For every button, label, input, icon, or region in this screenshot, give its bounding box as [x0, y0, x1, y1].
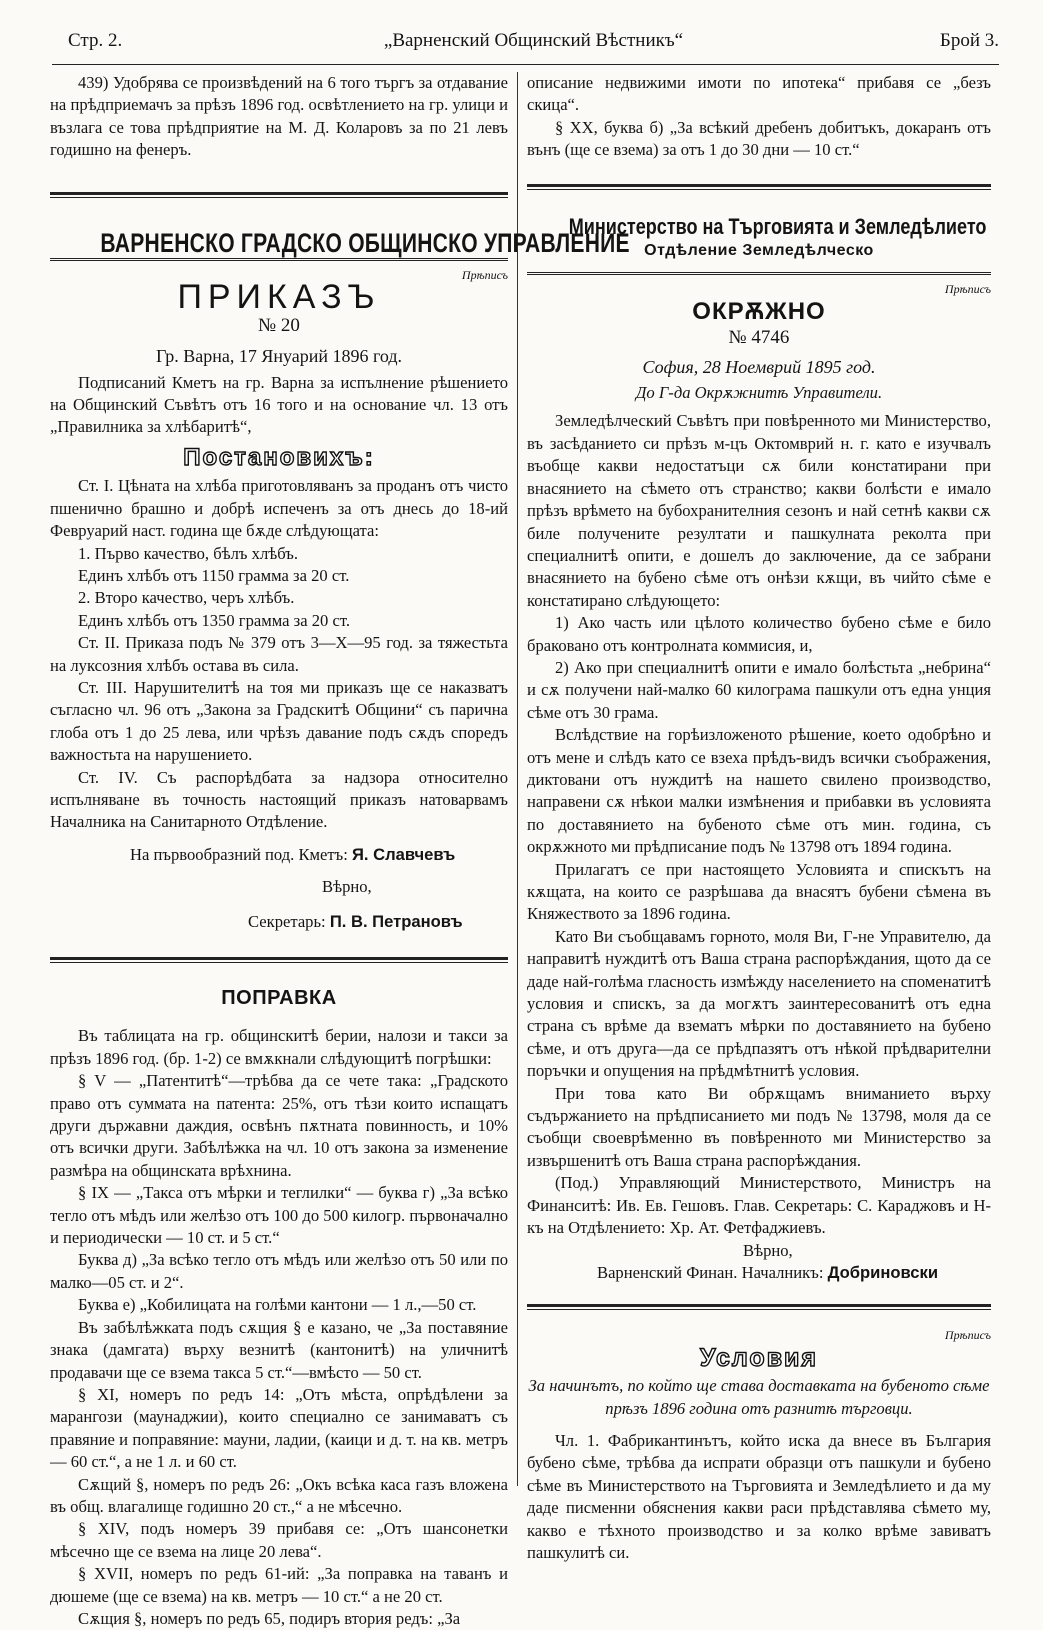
circular-para-2: 1) Ако часть или цѣлото количество бубено сѣме е било браковано отъ контролната коммисия, и,	[527, 613, 991, 655]
newspaper-title: „Варненский Общинский Вѣстникъ“	[383, 30, 684, 51]
continuation-2: § XX, буква б) „За всѣкий дребенъ добитъкъ, докаранъ отъ вънъ (ще се взема) за отъ 1 до 30 дни — 10 ст.“	[527, 117, 991, 160]
correction-note: Въ забѣлѣжката подъ сѫщия § е казано, че „За поставяние знака (дамгата) върху везнитѣ (кантонитѣ) на уличнитѣ продавачи ще се взема такса 5 ст.“—вмѣсто — 50 ст.	[50, 1317, 508, 1382]
correction-9: § IX — „Такса отъ мѣрки и теглилки“ — буква г) „За всѣко тегло отъ мѣдъ или желѣзо отъ 100 до 500 килогр. първоначално и периодически — 10 ст. и 5 ст.“	[50, 1183, 508, 1248]
article-2: Ст. II. Приказа подъ № 379 отъ 3—X—95 год. за тяжестьта на луксозния хлѣбъ остава въ сила.	[50, 633, 508, 675]
section-rule	[50, 192, 508, 198]
circular-number: № 4746	[728, 327, 790, 349]
section-rule	[527, 1304, 991, 1310]
circular-para-8: (Под.) Управляющий Министерството, Министръ на Финанситѣ: Ив. Ев. Гешовъ. Глав. Секретарь: С. Караджовъ и Н-къ на Отдѣлението: Хр. Ат. Фетфаджиевъ.	[527, 1173, 991, 1238]
correction-title: ПОПРАВКА	[221, 987, 337, 1009]
order-number: № 20	[258, 314, 300, 336]
board-title: ВАРНЕНСКО ГРАДСКО ОБЩИНСКО УПРАВЛЕНИЕ	[100, 227, 630, 258]
finance-signature	[527, 1262, 991, 1284]
circular-para-1: Земледѣлческий Съвѣтъ при повѣренното ми Министерство, въ засѣданието си прѣзъ м-цъ Октомврий н. г. като е изучвалъ въобще какви недостатъци сѫ били констатирани при внасянието на сѣмето отъ странство; какви болѣсти е имало прѣзъ врѣмето на бубохранителния сезонъ и най сетнѣ какви сѫ биле получените резултати и пашкулната реколта при специалнитѣ опити, е дошелъ до заключение, да се забрани внасянието на бубено сѣме отъ онѣзи кѫщи, въ чийто сѣме е констатирано слѣдующето:	[527, 411, 991, 610]
article-1: Ст. I. Цѣната на хлѣба приготовляванъ за проданъ отъ чисто пшенично брашно и добрѣ испеченъ за отъ днесь до 18-ий Февруарий наст. година ще бѫде слѣдующата:	[50, 476, 508, 541]
circular-para-4: Вслѣдствие на горѣизложеното рѣшение, което одобрѣно и отъ мене и слѣдъ като се взеха прѣдъ-видъ всички съображения, диктовани отъ нуждитѣ на нашето свилено производство, направени сѫ нѣкои малки измѣнения и прибавки въ условията по доставянието на бубеното сѣме отъ мин. година, съ окрѫжното ми прѣдписание подъ № 13798 отъ 1894 година.	[527, 725, 991, 857]
article-3: Ст. III. Нарушителитѣ на тоя ми приказъ ще се наказватъ съгласно чл. 96 отъ „Закона за Градскитѣ Общини“ съ парична глоба отъ 1 до 25 лева, или чрѣзъ давание подъ сѫдъ споредъ важностьта на нарушението.	[50, 677, 508, 765]
conditions-article-1: Чл. 1. Фабрикантинътъ, който иска да внесе въ България бубено сѣме, трѣбва да испрати образци отъ пашкули и бубено сѣме въ Министерството на Търговията и Земледѣлието и да му даде писменни обяснения какви раси прѣдставлява сѣмето му, какво е тѣхното производство и за колко врѣме завиватъ пашкулитѣ си.	[527, 1430, 991, 1562]
correction-17: § XVII, номеръ по редъ 61-ий: „За поправка на таванъ и дюшеме (ще се взема) на кв. метръ — 10 ст.“ а не 20 ст.	[50, 1564, 508, 1606]
circular-para-5: Прилагатъ се при настоящето Условията и спискътъ на кѫщата, на които се разрѣшава да внасятъ бубени сѣмена въ Княжеството за 1896 година.	[527, 859, 991, 924]
verno-1: Вѣрно,	[322, 877, 372, 897]
price-1: Единъ хлѣбъ отъ 1150 грамма за 20 ст.	[78, 565, 350, 585]
department-title: Отдѣление Земледѣлческо	[644, 242, 874, 260]
decree-heading: Постановихъ:	[183, 443, 375, 471]
order-title: ПРИКАЗЪ	[177, 278, 381, 317]
section-rule	[527, 184, 991, 190]
left-column	[50, 68, 630, 1630]
section-rule	[50, 957, 508, 963]
intro-paragraph: 439) Удобрява се произвѣдений на 6 того търгъ за отдавание на прѣдприемачъ за прѣзъ 1896 год. освѣтлението на гр. улици и възлага се това прѣдприятие на М. Д. Коларовъ за по 21 левъ годишно на фенеръ.	[50, 73, 508, 160]
page-header	[68, 30, 999, 60]
price-2: Единъ хлѣбъ отъ 1350 грамма за 20 ст.	[78, 610, 351, 630]
finance-name: Добриновски	[827, 1262, 939, 1282]
conditions-subtitle: За начинътъ, по който ще става доставката на бубеното сѣме прѣзъ 1896 година отъ разнитѣ търговци.	[528, 1376, 990, 1418]
correction-11: § XI, номеръ по редъ 14: „Отъ мѣста, опрѣдѣлени за марангози (маунаджии), които специално се занимаватъ съ правяние и поправяние: мауни, ладии, (каици и д. т. на кв. метръ — 60 ст.“, а не 1 л. и 60 ст.	[50, 1384, 508, 1472]
quality-2: 2. Второ качество, черъ хлѣбъ.	[78, 588, 295, 608]
circular-date: София, 28 Ноемврий 1895 год.	[642, 356, 876, 377]
secretary-label: Секретарь:	[248, 911, 326, 931]
page-number: Стр. 2.	[68, 30, 123, 51]
copy-note: Прѣписъ	[944, 1328, 991, 1343]
correction-e: Буква е) „Кобилицата на голѣми кантони — 1 л.,—50 ст.	[78, 1295, 477, 1315]
right-column	[527, 68, 991, 1564]
order-date: Гр. Варна, 17 Януарий 1896 год.	[155, 346, 403, 367]
article-4: Ст. IV. Съ распорѣдбата за надзора относително испълняванe въ точность настоящий приказъ натоварвамъ Началника на Санитарното Отдѣление.	[50, 767, 508, 832]
header-rule	[52, 64, 999, 65]
circular-title: ОКРѪЖНО	[692, 297, 826, 325]
conditions-title: Условия	[699, 1343, 819, 1372]
ministry-title: Министерство на Търговията и Земледѣлието	[568, 213, 987, 239]
correction-5: § V — „Патентитѣ“—трѣбва да се чете така: „Градското право отъ суммата на патента: 25%, отъ тѣзи които испащатъ други държавни даждия, освѣнъ пѫтната повинность, и 10% отъ всички други. Забѣлѣжка на чл. 10 отъ закона за изменение размѣра на общинската врѣхнина.	[50, 1071, 508, 1180]
continuation-1: описание недвижими имоти по ипотека“ прибавя се „безъ скица“.	[527, 73, 991, 115]
circular-recipient: До Г-да Окрѫжнитѣ Управители.	[635, 383, 883, 403]
issue-number: Брой 3.	[939, 30, 999, 51]
correction-14: § XIV, подъ номеръ 39 прибавя се: „Отъ шансонетки мѣсечно ще се взема на лице 20 лева“.	[50, 1519, 508, 1561]
correction-26: Сѫщий §, номеръ по редъ 26: „Окъ всѣка каса газъ вложена въ общ. влагалище годишно 20 ст.,“ а не мѣсечно.	[50, 1474, 508, 1516]
mayor-name: Я. Славчевъ	[352, 844, 456, 864]
correction-intro: Въ таблицата на гр. общинскитѣ берии, налози и такси за прѣзъ 1896 год. (бр. 1-2) се вмѫкнали слѣдующитѣ погрѣшки:	[50, 1026, 508, 1068]
circular-para-6: Като Ви съобщавамъ горното, моля Ви, Г-не Управителю, да направитѣ нуждитѣ отъ Ваша страна распорѣждания, щото да се даде най-голѣма гласность измѣжду населението на споменатитѣ условия и спискъ, за да могѫтъ заинтересованитѣ отъ една страна съ врѣме да взематъ мѣрки по доставянието на бубено сѣме, и отъ друга—да се прѣдпазятъ отъ нѣкой прѣдварителни поръчки и опущения на прѣдмѣтнитѣ условия.	[527, 926, 991, 1081]
circular-para-3: 2) Ако при специалнитѣ опити е имало болѣстьта „небрина“ и сѫ получени най-малко 60 килограма пашкули отъ една унция сѣме отъ 30 грама.	[527, 657, 991, 722]
verno-2: Вѣрно,	[743, 1240, 793, 1260]
secretary-signature	[50, 911, 508, 933]
correction-d: Буква д) „За всѣко тегло отъ мѣдъ или желѣзо отъ 50 или по малко—05 ст. и 2“.	[50, 1250, 508, 1292]
quality-1: 1. Първо качество, бѣлъ хлѣбъ.	[78, 543, 298, 563]
column-divider	[517, 72, 518, 1486]
finance-label: Варненский Финан. Началникъ:	[597, 1262, 824, 1282]
circular-para-7: При това като Ви обрѫщамъ вниманието върху съдържанието на прѣдписанието ми подъ № 13798, моля да се съобщи своеврѣменно въ повѣренното ми Министерство за извършенитѣ отъ Ваша страна распорѣждания.	[527, 1083, 991, 1170]
mayor-label: На първообразний под. Кметъ:	[130, 844, 348, 864]
secretary-name: П. В. Петрановъ	[329, 911, 463, 931]
correction-65: Сѫщия §, номеръ по редъ 65, подиръ втория редъ: „За	[78, 1608, 461, 1628]
mayor-signature	[50, 844, 508, 866]
order-intro: Подписаний Кметъ на гр. Варна за испълнение рѣшението на Общинский Съвѣтъ отъ 16 того и на основание чл. 13 отъ „Правилника за хлѣбаритѣ“,	[50, 372, 508, 437]
copy-note: Прѣписъ	[461, 268, 508, 283]
copy-note: Прѣписъ	[944, 282, 991, 297]
